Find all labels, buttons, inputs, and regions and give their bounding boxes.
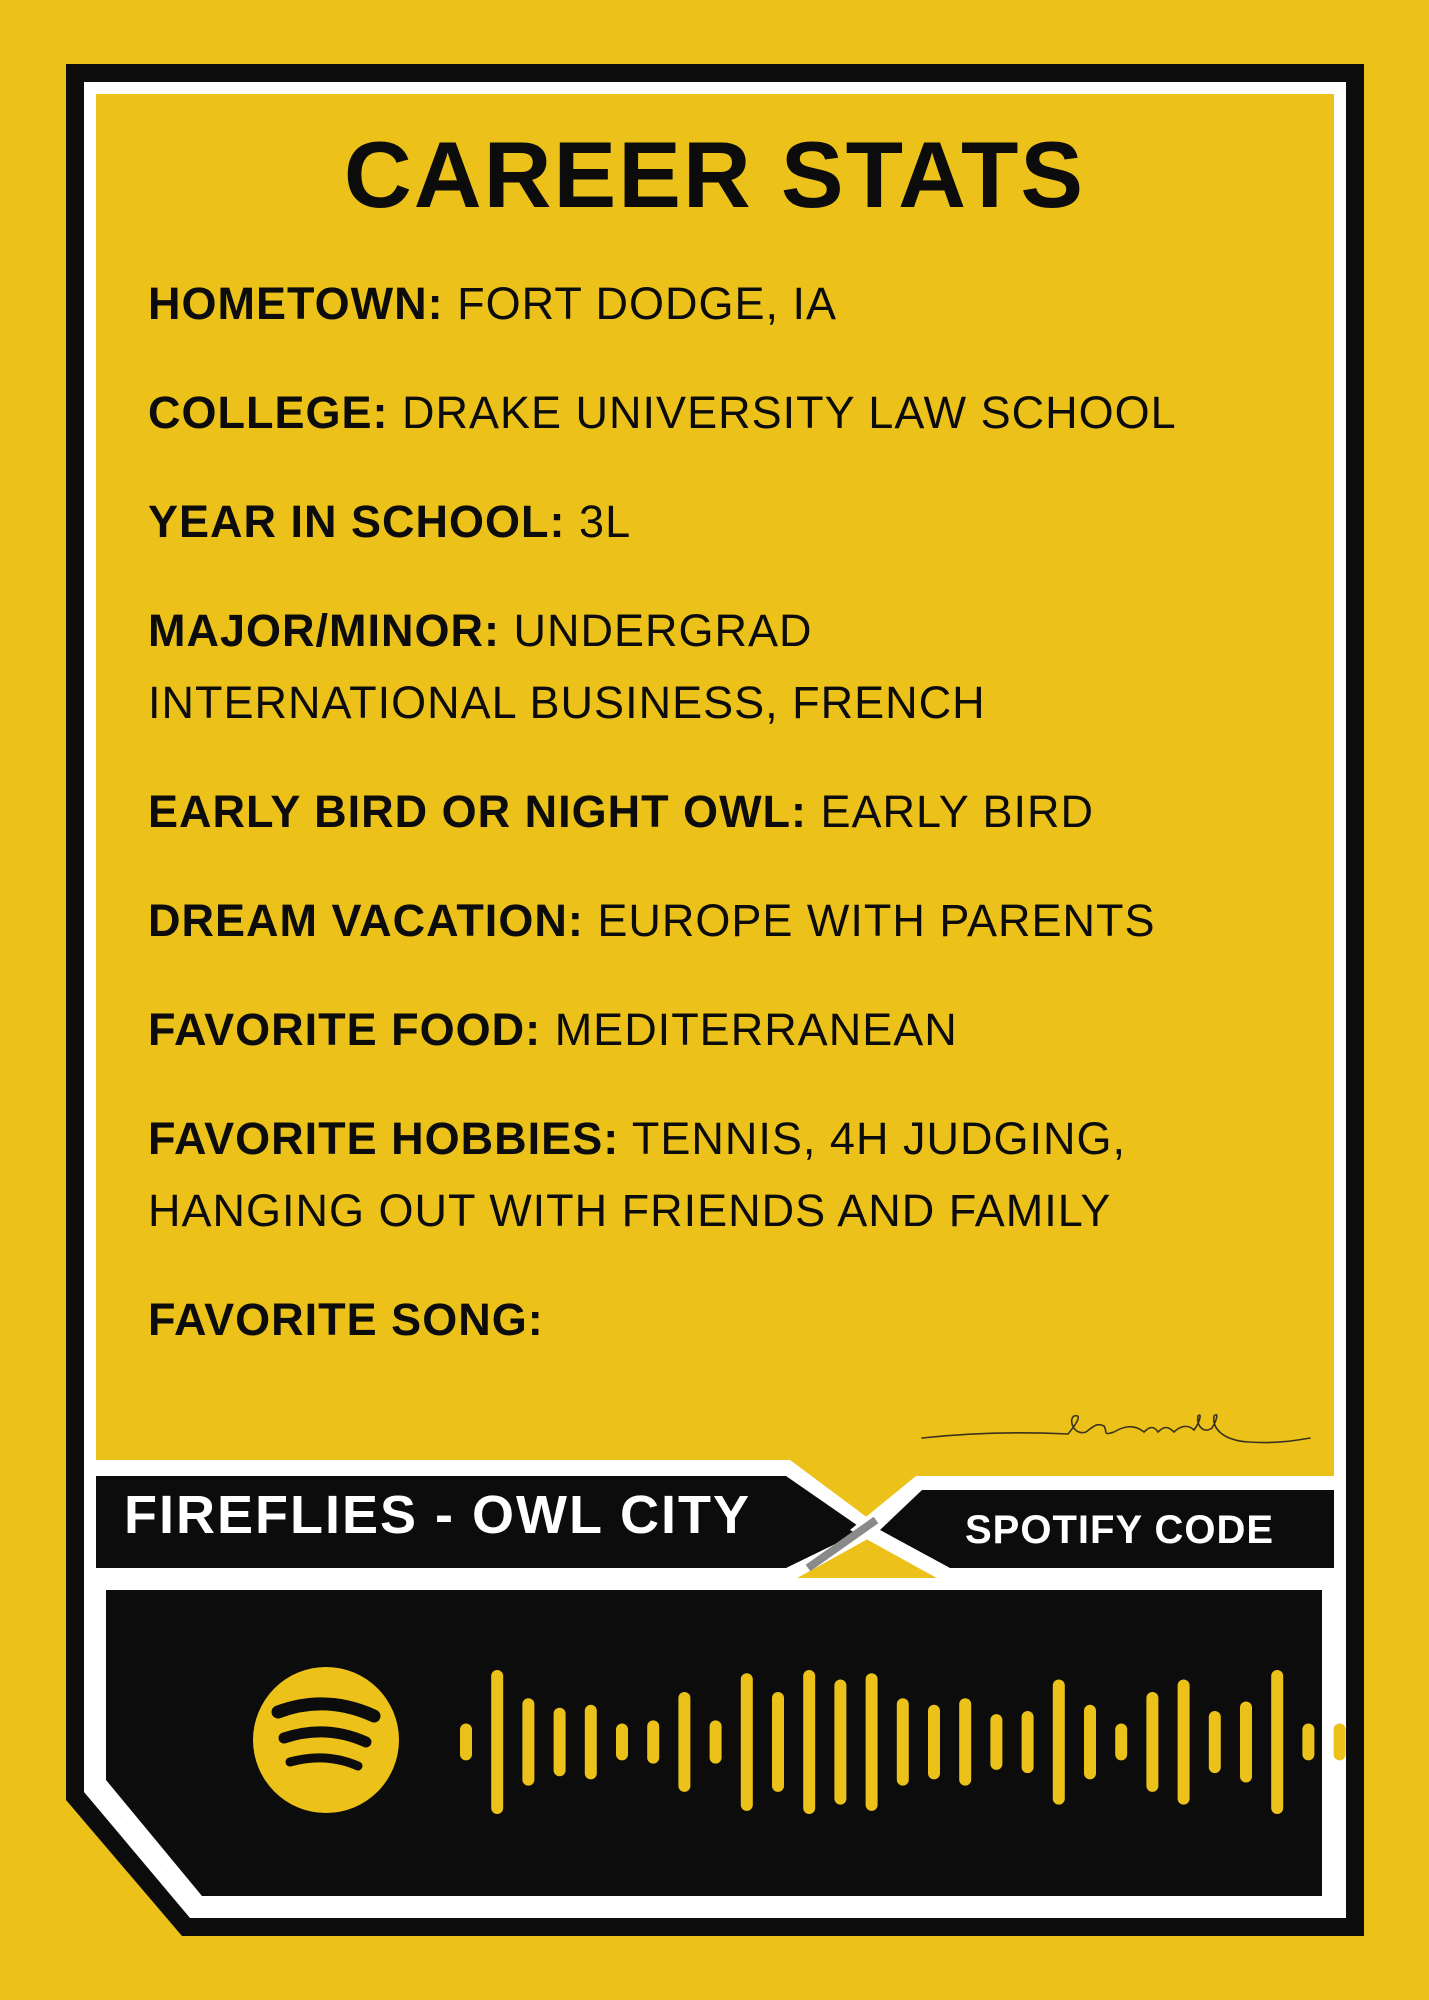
code-bar <box>741 1673 753 1811</box>
code-bar <box>554 1708 566 1776</box>
stat-value: UNDERGRAD INTERNATIONAL BUSINESS, FRENCH <box>148 605 986 728</box>
code-bar <box>1022 1711 1034 1773</box>
code-bar <box>803 1670 815 1814</box>
stat-label: FAVORITE SONG: <box>148 1294 544 1345</box>
stat-label: COLLEGE: <box>148 387 389 438</box>
spotify-logo-icon <box>253 1667 399 1813</box>
spotify-code-label: SPOTIFY CODE <box>965 1508 1275 1552</box>
code-bar <box>1334 1724 1346 1761</box>
song-title: FIREFLIES - OWL CITY <box>124 1485 751 1545</box>
code-bar <box>772 1692 784 1792</box>
code-bar <box>460 1724 472 1761</box>
code-bar <box>1271 1670 1283 1814</box>
code-bar <box>585 1705 597 1780</box>
stat-value: DRAKE UNIVERSITY LAW SCHOOL <box>402 387 1177 438</box>
code-bars <box>460 1670 1346 1814</box>
code-bar <box>959 1698 971 1785</box>
code-bar <box>1302 1724 1314 1761</box>
code-bar <box>866 1673 878 1811</box>
stat-label: FAVORITE FOOD: <box>148 1004 542 1055</box>
code-bar <box>522 1698 534 1785</box>
code-bar <box>1084 1705 1096 1780</box>
code-bar <box>990 1714 1002 1770</box>
code-bar <box>1209 1711 1221 1773</box>
stat-label: MAJOR/MINOR: <box>148 605 500 656</box>
code-bar <box>1146 1692 1158 1792</box>
code-bar <box>647 1720 659 1763</box>
stat-value: EARLY BIRD <box>820 786 1094 837</box>
code-bar <box>834 1680 846 1805</box>
stat-label: HOMETOWN: <box>148 278 444 329</box>
stat-value: FORT DODGE, IA <box>457 278 838 329</box>
code-bar <box>897 1698 909 1785</box>
stat-label: EARLY BIRD OR NIGHT OWL: <box>148 786 808 837</box>
code-bar <box>1178 1680 1190 1805</box>
stat-value: TENNIS, 4H JUDGING, HANGING OUT WITH FRIENDS AND FAMILY <box>148 1113 1126 1236</box>
code-bar <box>1053 1680 1065 1805</box>
stat-label: FAVORITE HOBBIES: <box>148 1113 620 1164</box>
code-bar <box>1115 1724 1127 1761</box>
stat-label: YEAR IN SCHOOL: <box>148 496 566 547</box>
code-bar <box>928 1705 940 1780</box>
page-title: CAREER STATS <box>343 122 1086 227</box>
stat-value: EUROPE WITH PARENTS <box>597 895 1156 946</box>
code-bar <box>491 1670 503 1814</box>
stat-value: 3L <box>579 496 632 547</box>
code-bar <box>710 1720 722 1763</box>
stat-label: DREAM VACATION: <box>148 895 584 946</box>
stat-value: MEDITERRANEAN <box>554 1004 958 1055</box>
code-bar <box>678 1692 690 1792</box>
code-bar <box>1240 1702 1252 1783</box>
code-bar <box>616 1724 628 1761</box>
